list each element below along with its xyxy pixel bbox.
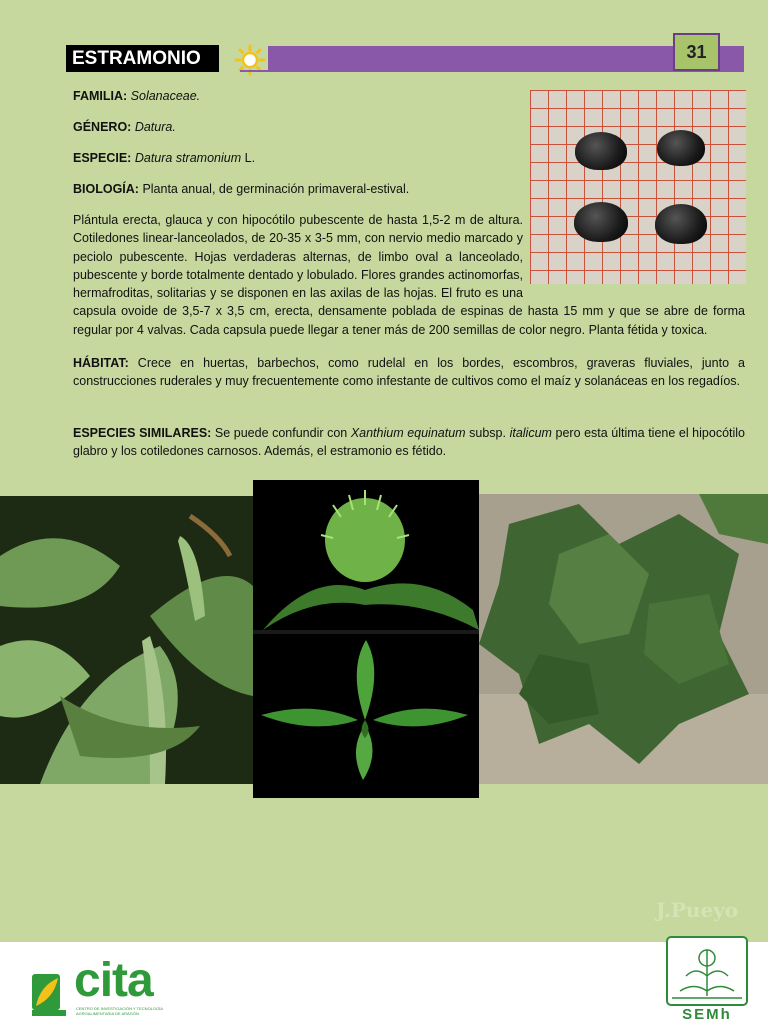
similar-subspecies: italicum xyxy=(509,426,552,440)
spiny-capsule-and-seedling-photo xyxy=(253,480,479,798)
cita-logo: cita xyxy=(74,954,153,1007)
familia-value: Solanaceae. xyxy=(130,89,201,103)
page-number: 31 xyxy=(673,33,720,71)
biologia-value: Planta anual, de germinación primaveral-estival. xyxy=(138,182,410,196)
especie-line xyxy=(73,149,745,167)
habitat-text: Crece en huertas, barbechos, como rudelal en los bordes, escombros, graveras fluviales, junto a construcciones ruderales y muy frecuentemente como infestante de cultivos como el maíz y solanáceas en los regadíos. xyxy=(73,356,745,389)
footer xyxy=(0,942,768,1024)
genero-label: GÉNERO: xyxy=(73,120,132,134)
especie-value: Datura stramonium xyxy=(134,151,242,165)
habitat-label: HÁBITAT: xyxy=(73,356,129,370)
habitat-paragraph xyxy=(73,354,745,391)
description-text: Plántula erecta, glauca y con hipocótilo pubescente de hasta 1,5-2 m de altura. Cotiledones linear-lanceolados, de 20-35 x 3-5 mm, con nervio medio marcado y peciolo pubescente. Hojas verdaderas alternas, de limbo oval a lanceolado, pubescente y borde totalmente dentado y lobulado. Flores grandes actinomorfas, hermafroditas, solitarias y se disponen en las axilas de las hojas. El fruto es una capsula ovoide de 3,5-7 x 3,5 cm, erecta, densamente poblada de espinas de hasta 15 mm y que se abre de forma regular por 4 valvas. Cada capsula puede llegar a tener más de 200 semillas de color negro. Planta fétida y toxica. xyxy=(73,213,745,337)
similar-text: pero esta última tiene el hipocótilo glabro y los cotiledones carnosos. Además, el estramonio es fétido. xyxy=(73,426,745,459)
cita-leaf-icon xyxy=(28,970,68,1018)
similar-text: Se puede confundir con xyxy=(211,426,351,440)
species-title: ESTRAMONIO xyxy=(66,45,219,72)
flowering-plant-photo xyxy=(0,496,253,784)
biologia-label: BIOLOGÍA: xyxy=(73,182,139,196)
header-underline xyxy=(240,70,744,72)
especie-label: ESPECIE: xyxy=(73,151,132,165)
description-paragraph xyxy=(73,211,745,339)
field-plant-photo xyxy=(479,494,768,784)
biologia-line xyxy=(73,180,745,198)
photographer-watermark: J.Pueyo xyxy=(656,898,739,922)
cita-subtitle: CENTRO DE INVESTIGACIÓN Y TECNOLOGÍA AGROALIMENTARIA DE ARAGÓN xyxy=(76,1006,163,1016)
especie-author: L. xyxy=(241,151,256,165)
familia-label: FAMILIA: xyxy=(73,89,128,103)
genero-value: Datura. xyxy=(134,120,176,134)
familia-line xyxy=(73,87,745,105)
genero-line xyxy=(73,118,745,136)
semh-logo-text: SEMh xyxy=(682,1006,732,1023)
similar-text: subsp. xyxy=(465,426,510,440)
similar-species-name: Xanthium equinatum xyxy=(350,426,466,440)
semh-thistle-logo xyxy=(666,936,748,1006)
similar-label: ESPECIES SIMILARES: xyxy=(73,426,212,440)
similar-species-paragraph xyxy=(73,424,745,461)
